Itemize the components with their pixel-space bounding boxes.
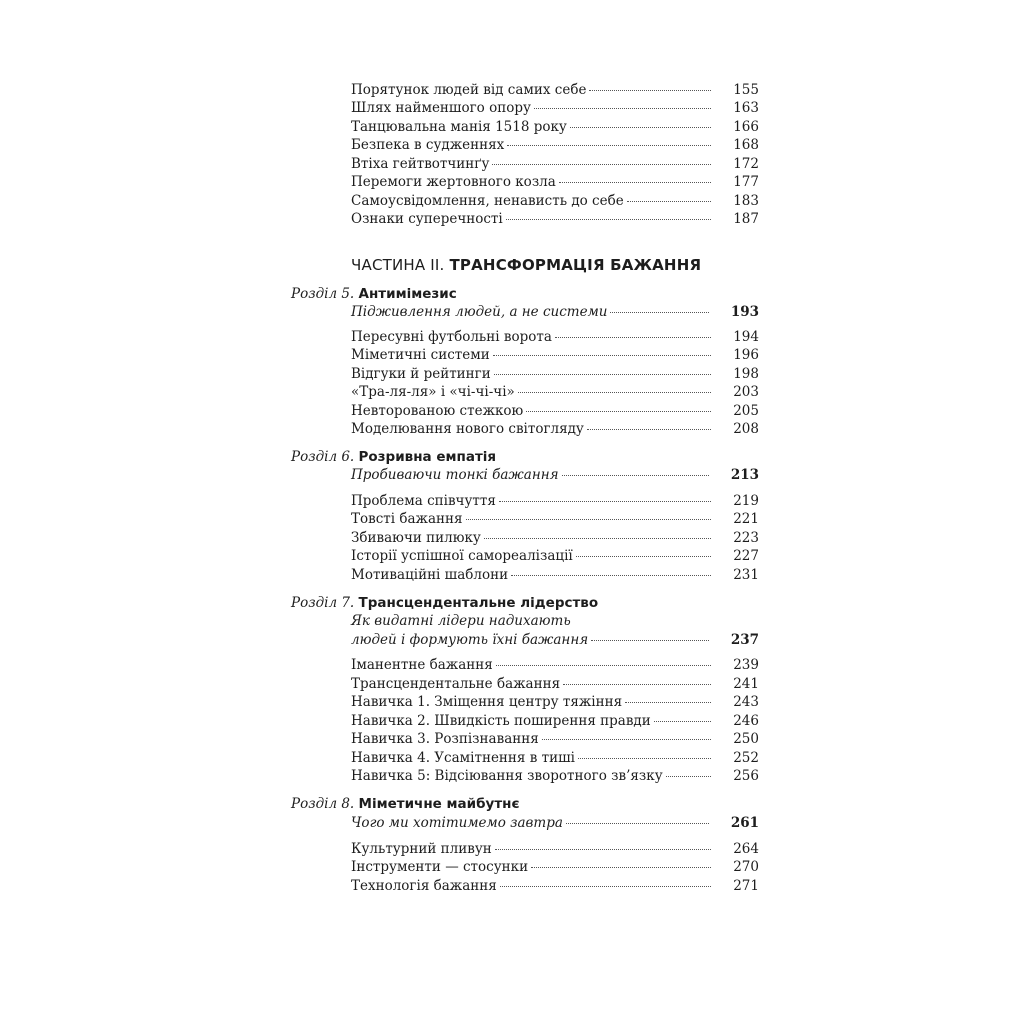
page-number: 198	[733, 366, 759, 382]
chapter-title: Міметичне майбутнє	[358, 796, 520, 812]
entry-title: Культурний пливун	[351, 841, 492, 857]
toc-entry[interactable]	[351, 877, 759, 896]
page-number: 172	[733, 156, 759, 172]
entry-title: Шлях найменшого опору	[351, 100, 531, 116]
dot-leader	[559, 181, 711, 183]
entry-title: Пересувні футбольні ворота	[351, 329, 552, 345]
subtitle-text: Чого ми хотітимемо завтра	[351, 815, 563, 831]
dot-leader	[496, 664, 711, 666]
page-number: 194	[733, 329, 759, 345]
toc-entry[interactable]	[351, 136, 759, 155]
page-number: 237	[730, 632, 759, 648]
entry-title: Безпека в судженнях	[351, 137, 505, 153]
dot-leader	[566, 822, 709, 824]
toc-entry[interactable]	[351, 346, 759, 365]
entry-title: Самоусвідомлення, ненависть до себе	[351, 193, 624, 209]
part-label: ЧАСТИНА II.	[351, 256, 445, 274]
page-number: 250	[733, 731, 759, 747]
entry-title: «Тра-ля-ля» і «чі-чі-чі»	[351, 384, 515, 400]
chapter-label: Розділ 5.	[291, 286, 355, 302]
toc-entry[interactable]	[351, 749, 759, 768]
page-number: 271	[733, 878, 759, 894]
entry-title: Історії успішної самореалізації	[351, 548, 573, 564]
dot-leader	[494, 373, 711, 375]
entry-title: Відгуки й рейтинги	[351, 366, 491, 382]
page-number: 163	[733, 100, 759, 116]
page-number: 223	[733, 530, 759, 546]
page-number: 261	[730, 815, 759, 831]
entry-title: Навичка 3. Розпізнавання	[351, 731, 539, 747]
page-number: 231	[733, 567, 759, 583]
entry-title: Танцювальна манія 1518 року	[351, 119, 567, 135]
dot-leader	[576, 555, 711, 557]
entry-title: Збиваючи пилюку	[351, 530, 481, 546]
toc-entry[interactable]	[351, 656, 759, 675]
toc-entry[interactable]	[351, 365, 759, 384]
entry-title: Інструменти — стосунки	[351, 859, 529, 875]
toc-entry[interactable]	[351, 383, 759, 402]
page-number: 239	[733, 657, 759, 673]
toc-entry[interactable]	[351, 510, 759, 529]
toc-entry[interactable]	[351, 192, 759, 211]
page-number: 252	[733, 750, 759, 766]
chapter-label: Розділ 7.	[291, 595, 355, 611]
dot-leader	[484, 537, 711, 539]
page-number: 177	[733, 174, 759, 190]
page-number: 270	[733, 859, 759, 875]
toc-entry[interactable]	[351, 492, 759, 511]
page-number: 196	[733, 347, 759, 363]
dot-leader	[526, 410, 711, 412]
toc-entry[interactable]	[351, 675, 759, 694]
dot-leader	[507, 144, 711, 146]
entry-title: Технологія бажання	[351, 878, 497, 894]
entry-title: Ознаки суперечності	[351, 211, 503, 227]
toc-entry[interactable]	[351, 173, 759, 192]
dot-leader	[570, 126, 711, 128]
page-number: 241	[733, 676, 759, 692]
toc-entry[interactable]	[351, 420, 759, 439]
toc-subtitle-entry[interactable]	[351, 466, 759, 485]
entry-title: Моделювання нового світогляду	[351, 421, 584, 437]
page-number: 227	[733, 548, 759, 564]
page-number: 187	[733, 211, 759, 227]
part-title: ТРАНСФОРМАЦІЯ БАЖАННЯ	[449, 256, 702, 274]
dot-leader	[495, 848, 711, 850]
toc-subtitle-entry[interactable]	[351, 303, 759, 322]
part-heading	[351, 255, 701, 275]
dot-leader	[493, 354, 711, 356]
toc-subtitle-entry[interactable]	[351, 814, 759, 833]
page-number: 213	[730, 467, 759, 483]
dot-leader	[466, 518, 711, 520]
page-number: 264	[733, 841, 759, 857]
dot-leader	[654, 720, 711, 722]
toc-entry[interactable]	[351, 712, 759, 731]
dot-leader	[563, 683, 711, 685]
entry-title: Іманентне бажання	[351, 657, 493, 673]
page-number: 168	[733, 137, 759, 153]
dot-leader	[610, 311, 708, 313]
page-number: 205	[733, 403, 759, 419]
dot-leader	[591, 639, 709, 641]
toc-entry[interactable]	[351, 155, 759, 174]
subtitle-text: людей і формують їхні бажання	[351, 632, 589, 648]
chapter-title: Розривна емпатія	[358, 449, 497, 465]
dot-leader	[492, 163, 711, 165]
page-number: 208	[733, 421, 759, 437]
toc-entry[interactable]	[351, 767, 759, 786]
page-number: 219	[733, 493, 759, 509]
dot-leader	[534, 107, 711, 109]
page-number: 246	[733, 713, 759, 729]
dot-leader	[499, 500, 711, 502]
entry-title: Міметичні системи	[351, 347, 490, 363]
chapter-title: Трансцендентальне лідерство	[358, 595, 599, 611]
chapter-heading[interactable]	[291, 448, 496, 467]
chapter-title: Антимімезис	[358, 286, 457, 302]
chapter-label: Розділ 6.	[291, 449, 355, 465]
dot-leader	[531, 866, 711, 868]
dot-leader	[518, 391, 711, 393]
entry-title: Навичка 1. Зміщення центру тяжіння	[351, 694, 623, 710]
dot-leader	[506, 218, 711, 220]
dot-leader	[587, 428, 711, 430]
subtitle-text: Підживлення людей, а не системи	[351, 304, 608, 320]
entry-title: Мотиваційні шаблони	[351, 567, 509, 583]
toc-entry[interactable]	[351, 99, 759, 118]
entry-title: Втіха гейтвотчинґу	[351, 156, 490, 172]
toc-entry[interactable]	[351, 858, 759, 877]
toc-entry[interactable]	[351, 210, 759, 229]
toc-entry[interactable]	[351, 529, 759, 548]
page-number: 221	[733, 511, 759, 527]
dot-leader	[562, 474, 709, 476]
toc-entry[interactable]	[351, 693, 759, 712]
dot-leader	[589, 89, 711, 91]
page-number: 193	[730, 304, 759, 320]
dot-leader	[627, 200, 711, 202]
chapter-heading[interactable]	[291, 795, 520, 814]
chapter-heading[interactable]	[291, 285, 457, 304]
toc-entry[interactable]	[351, 730, 759, 749]
entry-title: Навичка 4. Усамітнення в тиші	[351, 750, 575, 766]
dot-leader	[542, 738, 711, 740]
toc-entry[interactable]	[351, 118, 759, 137]
toc-entry[interactable]	[351, 81, 759, 100]
toc-entry[interactable]	[351, 328, 759, 347]
entry-title: Невторованою стежкою	[351, 403, 524, 419]
dot-leader	[625, 701, 711, 703]
entry-title: Перемоги жертовного козла	[351, 174, 556, 190]
chapter-heading[interactable]	[291, 594, 598, 613]
entry-title: Проблема співчуття	[351, 493, 496, 509]
toc-entry[interactable]	[351, 840, 759, 859]
dot-leader	[578, 757, 711, 759]
dot-leader	[511, 574, 711, 576]
chapter-label: Розділ 8.	[291, 796, 355, 812]
entry-title: Товсті бажання	[351, 511, 463, 527]
page-number: 203	[733, 384, 759, 400]
toc-entry[interactable]	[351, 402, 759, 421]
page-number: 183	[733, 193, 759, 209]
entry-title: Порятунок людей від самих себе	[351, 82, 587, 98]
dot-leader	[500, 885, 711, 887]
page-number: 256	[733, 768, 759, 784]
toc-entry[interactable]	[351, 547, 759, 566]
page-number: 243	[733, 694, 759, 710]
subtitle-text: Пробиваючи тонкі бажання	[351, 467, 559, 483]
chapter-subtitle-line: Як видатні лідери надихають	[351, 613, 571, 629]
page-number: 166	[733, 119, 759, 135]
entry-title: Трансцендентальне бажання	[351, 676, 561, 692]
entry-title: Навичка 2. Швидкість поширення правди	[351, 713, 651, 729]
page-number: 155	[733, 82, 759, 98]
toc-entry[interactable]	[351, 566, 759, 585]
dot-leader	[666, 775, 711, 777]
toc-subtitle-entry[interactable]	[351, 631, 759, 650]
entry-title: Навичка 5: Відсіювання зворотного зв’язку	[351, 768, 663, 784]
dot-leader	[555, 336, 711, 338]
